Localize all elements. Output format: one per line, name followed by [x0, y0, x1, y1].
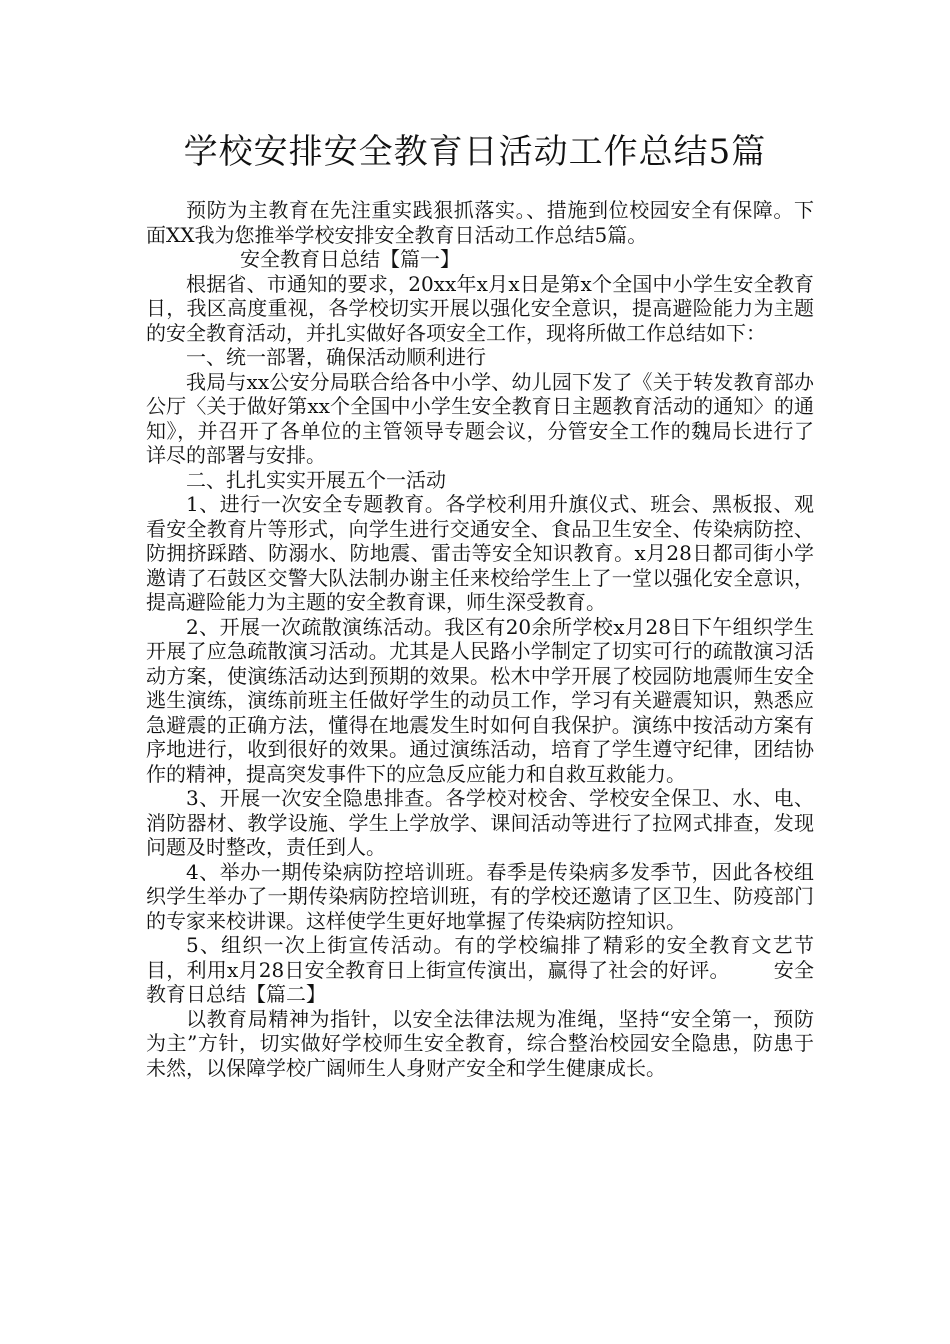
- body-paragraph: 以教育局精神为指针，以安全法律法规为准绳，坚持“安全第一，预防为主”方针，切实做好学校师生安全教育，综合整治校园安全隐患，防患于未然，以保障学校广阔师生人身财产安全和学生健康成长。: [146, 1006, 814, 1080]
- section-heading-2: 安全教育日总结【篇二】: [146, 957, 815, 1006]
- subheading-paragraph: 二、扎扎实实开展五个一活动: [186, 467, 446, 492]
- intro-paragraph: 预防为主教育在先注重实践狠抓落实。、措施到位校园安全有保障。下面XX我为您推举学校安排安全教育日活动工作总结5篇。: [146, 198, 814, 247]
- body-paragraph-text: 5、组织一次上街宣传活动。有的学校编排了精彩的安全教育文艺节目，利用x月28日安全教育日上街宣传演出，赢得了社会的好评。: [146, 933, 814, 982]
- body-paragraph: 我局与xx公安分局联合给各中小学、幼儿园下发了《关于转发教育部办公厅〈关于做好第xx个全国中小学生安全教育日主题教育活动的通知〉的通知》，并召开了各单位的主管领导专题会议，分管安全工作的魏局长进行了详尽的部署与安排。: [146, 369, 814, 467]
- body-paragraph: 4、举办一期传染病防控培训班。春季是传染病多发季节，因此各校组织学生举办了一期传染病防控培训班，有的学校还邀请了区卫生、防疫部门的专家来校讲课。这样使学生更好地掌握了传染病防控知识。: [146, 859, 814, 933]
- body-paragraph: 2、开展一次疏散演练活动。我区有20余所学校x月28日下午组织学生开展了应急疏散演习活动。尤其是人民路小学制定了切实可行的疏散演习活动方案，使演练活动达到预期的效果。松木中学开展了校园防地震师生安全逃生演练，演练前班主任做好学生的动员工作，学习有关避震知识，熟悉应急避震的正确方法，懂得在地震发生时如何自我保护。演练中按活动方案有序地进行，收到很好的效果。通过演练活动，培育了学生遵守纪律，团结协作的精神，提高突发事件下的应急反应能力和自救互救能力。: [146, 614, 814, 786]
- body-paragraph: 根据省、市通知的要求，20xx年x月x日是第x个全国中小学生安全教育日，我区高度重视，各学校切实开展以强化安全意识，提高避险能力为主题的安全教育活动，并扎实做好各项安全工作，现将所做工作总结如下：: [146, 271, 814, 345]
- body-paragraph: 3、开展一次安全隐患排查。各学校对校舍、学校安全保卫、水、电、消防器材、教学设施、学生上学放学、课间活动等进行了拉网式排查，发现问题及时整改，责任到人。: [146, 786, 814, 859]
- document-body: [146, 198, 814, 1080]
- subheading-paragraph: 一、统一部署，确保活动顺利进行: [186, 345, 486, 369]
- document-title: 学校安排安全教育日活动工作总结5篇: [183, 132, 767, 172]
- body-paragraph: 1、进行一次安全专题教育。各学校利用升旗仪式、班会、黑板报、观看安全教育片等形式，向学生进行交通安全、食品卫生安全、传染病防控、防拥挤踩踏、防溺水、防地震、雷击等安全知识教育。x月28日都司街小学邀请了石鼓区交警大队法制办谢主任来校给学生上了一堂以强化安全意识，提高避险能力为主题的安全教育课，师生深受教育。: [146, 492, 814, 614]
- body-paragraph-with-heading: [146, 933, 814, 1007]
- section-heading-1: 安全教育日总结【篇一】: [240, 247, 460, 271]
